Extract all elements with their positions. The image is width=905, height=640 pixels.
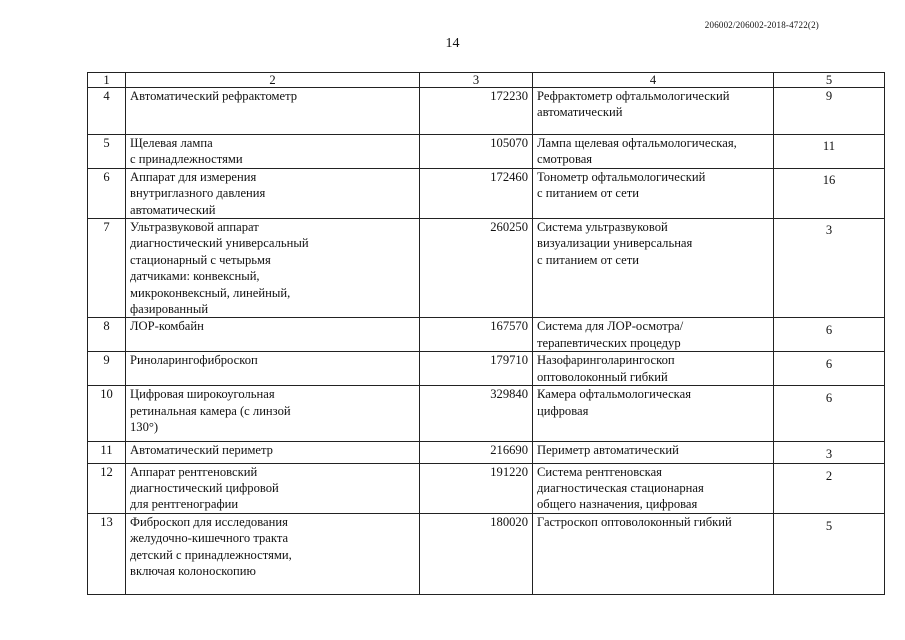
quantity-cell: 6: [774, 352, 885, 386]
equipment-name-line: стационарный с четырьмя: [130, 252, 271, 267]
row-number-cell: 6: [88, 168, 126, 218]
column-header-5: 5: [774, 73, 885, 88]
row-number-cell: 10: [88, 386, 126, 442]
equipment-name-cell: [126, 386, 420, 442]
quantity-cell: 11: [774, 135, 885, 169]
equipment-name-line: 130°): [130, 419, 159, 434]
equipment-type-line: Периметр автоматический: [537, 443, 679, 458]
equipment-type-line: Назофаринголарингоскоп: [537, 353, 675, 368]
equipment-type-line: Система ультразвуковой: [537, 220, 668, 235]
equipment-type-line: Камера офтальмологическая: [537, 387, 691, 402]
equipment-type-cell: [533, 386, 774, 442]
equipment-name-line: микроконвексный, линейный,: [130, 285, 291, 300]
equipment-name-line: Автоматический периметр: [130, 443, 273, 458]
equipment-type-cell: [533, 219, 774, 318]
equipment-type-line: автоматический: [537, 105, 623, 120]
quantity-cell: 6: [774, 318, 885, 352]
document-id: 206002/206002-2018-4722(2): [704, 20, 819, 30]
equipment-type-line: Рефрактометр офтальмологический: [537, 89, 730, 103]
equipment-name-line: желудочно-кишечного тракта: [130, 531, 289, 546]
equipment-type-line: визуализации универсальная: [537, 236, 693, 251]
equipment-type-line: терапевтических процедур: [537, 335, 681, 350]
quantity-cell: 9: [774, 88, 885, 135]
equipment-type-line: с питанием от сети: [537, 252, 640, 267]
code-cell: 329840: [420, 386, 533, 442]
row-number-cell: 7: [88, 219, 126, 318]
row-number-cell: 11: [88, 442, 126, 463]
equipment-name-cell: [126, 463, 420, 513]
equipment-type-line: с питанием от сети: [537, 186, 640, 201]
equipment-name-line: с принадлежностями: [130, 152, 243, 167]
equipment-name-cell: [126, 352, 420, 386]
equipment-type-line: оптоволоконный гибкий: [537, 369, 668, 384]
equipment-name-line: Автоматический рефрактометр: [130, 89, 298, 103]
row-number-cell: 13: [88, 513, 126, 594]
equipment-name-line: датчиками: конвексный,: [130, 269, 260, 284]
equipment-name-cell: [126, 513, 420, 594]
table-row: [88, 88, 885, 135]
equipment-name-line: для рентгенографии: [130, 497, 239, 512]
equipment-name-cell: [126, 168, 420, 218]
code-cell: 180020: [420, 513, 533, 594]
table-row: [88, 463, 885, 513]
equipment-type-cell: [533, 442, 774, 463]
code-cell: 172230: [420, 88, 533, 135]
equipment-table: [87, 72, 885, 595]
equipment-name-line: внутриглазного давления: [130, 186, 266, 201]
quantity-cell: 3: [774, 442, 885, 463]
column-header-3: 3: [420, 73, 533, 88]
equipment-name-line: Аппарат рентгеновский: [130, 464, 258, 479]
equipment-name-line: ретинальная камера (с линзой: [130, 403, 291, 418]
equipment-name-line: диагностический универсальный: [130, 236, 309, 251]
quantity-cell: 6: [774, 386, 885, 442]
equipment-type-line: цифровая: [537, 403, 589, 418]
table-row: [88, 513, 885, 594]
equipment-type-line: Система для ЛОР-осмотра/: [537, 319, 684, 334]
code-cell: 216690: [420, 442, 533, 463]
equipment-type-line: диагностическая стационарная: [537, 480, 704, 495]
table-header: [88, 73, 885, 88]
table-body: [88, 88, 885, 595]
equipment-type-cell: [533, 513, 774, 594]
equipment-type-cell: [533, 168, 774, 218]
equipment-name-line: фазированный: [130, 302, 209, 317]
table-row: [88, 135, 885, 169]
equipment-name-line: диагностический цифровой: [130, 480, 279, 495]
code-cell: 172460: [420, 168, 533, 218]
row-number-cell: 5: [88, 135, 126, 169]
code-cell: 260250: [420, 219, 533, 318]
table-row: [88, 168, 885, 218]
row-number-cell: 4: [88, 88, 126, 135]
equipment-type-line: Гастроскоп оптоволоконный гибкий: [537, 514, 732, 529]
equipment-type-line: Лампа щелевая офтальмологическая,: [537, 136, 737, 150]
equipment-name-line: Ультразвуковой аппарат: [130, 220, 259, 235]
equipment-name-line: детский с принадлежностями,: [130, 547, 292, 562]
equipment-name-line: автоматический: [130, 202, 216, 217]
equipment-type-cell: [533, 352, 774, 386]
quantity-cell: 2: [774, 463, 885, 513]
table-row: [88, 318, 885, 352]
column-number-row: [88, 73, 885, 88]
equipment-type-cell: [533, 135, 774, 169]
equipment-type-line: Тонометр офтальмологический: [537, 169, 706, 184]
equipment-type-line: смотровая: [537, 152, 593, 167]
table-row: [88, 386, 885, 442]
row-number-cell: 9: [88, 352, 126, 386]
column-header-1: 1: [88, 73, 126, 88]
table-row: [88, 352, 885, 386]
equipment-type-cell: [533, 88, 774, 135]
code-cell: 191220: [420, 463, 533, 513]
equipment-type-cell: [533, 318, 774, 352]
column-header-2: 2: [126, 73, 420, 88]
equipment-name-cell: [126, 88, 420, 135]
quantity-cell: 16: [774, 168, 885, 218]
code-cell: 167570: [420, 318, 533, 352]
equipment-name-line: ЛОР-комбайн: [130, 319, 204, 334]
column-header-4: 4: [533, 73, 774, 88]
equipment-name-line: включая колоноскопию: [130, 563, 256, 578]
page-number: 14: [445, 36, 460, 51]
equipment-name-cell: [126, 442, 420, 463]
quantity-cell: 5: [774, 513, 885, 594]
equipment-name-line: Риноларингофиброскоп: [130, 353, 258, 368]
quantity-cell: 3: [774, 219, 885, 318]
table-row: [88, 442, 885, 463]
code-cell: 105070: [420, 135, 533, 169]
equipment-name-cell: [126, 135, 420, 169]
equipment-type-line: общего назначения, цифровая: [537, 497, 698, 512]
equipment-name-line: Фиброскоп для исследования: [130, 514, 288, 529]
row-number-cell: 8: [88, 318, 126, 352]
equipment-name-cell: [126, 318, 420, 352]
table-row: [88, 219, 885, 318]
equipment-type-line: Система рентгеновская: [537, 464, 662, 479]
equipment-name-cell: [126, 219, 420, 318]
equipment-name-line: Аппарат для измерения: [130, 169, 257, 184]
code-cell: 179710: [420, 352, 533, 386]
equipment-type-cell: [533, 463, 774, 513]
equipment-name-line: Цифровая широкоугольная: [130, 387, 275, 402]
row-number-cell: 12: [88, 463, 126, 513]
equipment-name-line: Щелевая лампа: [130, 136, 213, 150]
